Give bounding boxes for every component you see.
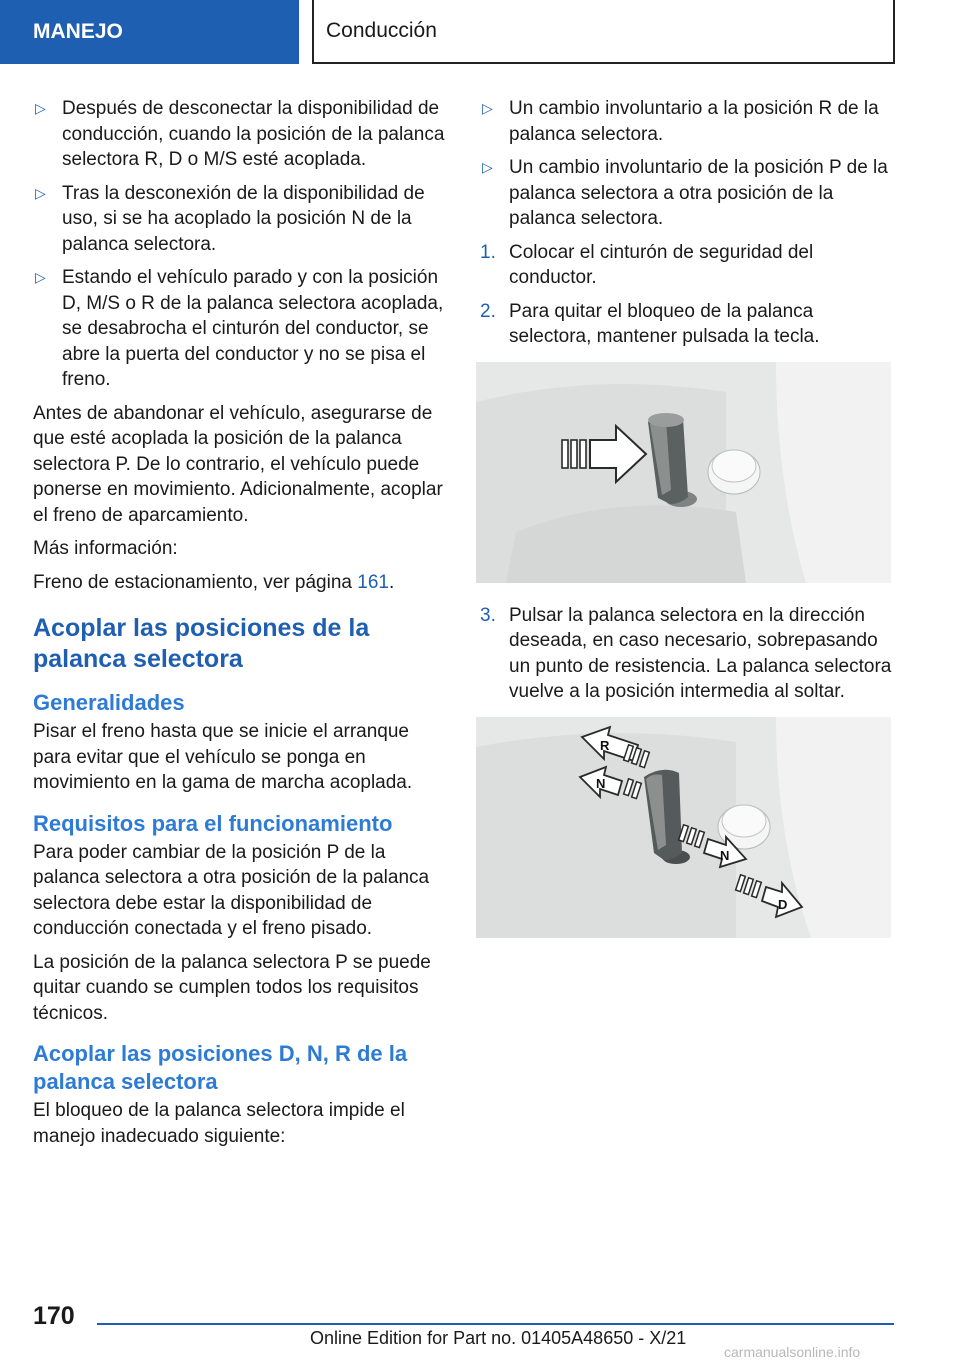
more-info-label: Más información:: [33, 538, 178, 559]
step-item: 1. Colocar el cinturón de seguridad del conductor.: [480, 241, 814, 288]
watermark: carmanualsonline.info: [724, 1344, 861, 1360]
footer-divider: [97, 1323, 894, 1325]
section-tab: MANEJO: [0, 0, 299, 64]
step-item: 3. Pulsar la palanca selectora en la dirección deseada, en caso necesario, sobrepasando un punto de resistencia. La palanca selectora vuelve a la posición intermedia al soltar.: [480, 604, 892, 702]
cross-reference: Freno de estacionamiento, ver página 161.: [33, 571, 395, 593]
label-n-down: N: [720, 847, 730, 863]
paragraph-dnr: El bloqueo de la palanca selectora impide el manejo inadecuado siguiente:: [33, 1100, 405, 1147]
paragraph-requirements-1: Para poder cambiar de la posición P de la palanca selectora a otra posición de la palanca selectora debe estar la disponibilidad de conducción conectada y el freno pisado.: [33, 841, 430, 939]
list-item: ▷ Estando el vehículo parado y con la posición D, M/S o R de la palanca selectora acoplada, se desabrocha el cinturón del conductor, se abre la puerta del conductor y no se pisa el freno.: [35, 267, 444, 390]
triangle-bullet-icon: ▷: [35, 269, 46, 285]
triangle-bullet-icon: ▷: [35, 184, 46, 201]
triangle-bullet-icon: ▷: [482, 159, 493, 175]
label-d: D: [778, 896, 788, 912]
label-r: R: [600, 737, 610, 753]
page-number: 170: [33, 1302, 75, 1330]
page-link[interactable]: 161: [357, 571, 389, 593]
gear-selector-unlock-figure: [476, 362, 891, 583]
heading-general: Generalidades: [33, 690, 185, 715]
right-column: [480, 96, 895, 958]
heading-requirements: Requisitos para el funcionamiento: [33, 810, 393, 836]
list-item: ▷ Un cambio involuntario a la posición R de la palanca selectora.: [482, 98, 879, 145]
heading-engage-positions: Acoplar las posiciones de la palanca selectora: [33, 614, 370, 673]
label-n-up: N: [596, 775, 606, 791]
gear-selector-directions-figure: [476, 717, 891, 938]
left-column: [33, 96, 448, 1157]
triangle-bullet-icon: ▷: [35, 100, 46, 116]
paragraph-before-leaving: Antes de abandonar el vehículo, asegurarse de que esté acoplada la posición de la palanca selectora P. De lo contrario, el vehículo puede ponerse en movimiento. Adicionalmente, acoplar el freno de aparcamiento.: [33, 402, 443, 526]
chapter-title: Conducción: [312, 0, 895, 64]
list-item: ▷ Un cambio involuntario de la posición P de la palanca selectora a otra posición de la palanca selectora.: [482, 157, 888, 229]
list-item: ▷ Después de desconectar la disponibilidad de conducción, cuando la posición de la palanca selectora R, D o M/S esté acoplada.: [35, 98, 445, 170]
footer-edition: Online Edition for Part no. 01405A48650 - X/21: [310, 1328, 687, 1348]
heading-engage-dnr: Acoplar las posiciones D, N, R de la palanca selectora: [33, 1041, 408, 1094]
paragraph-general: Pisar el freno hasta que se inicie el arranque para evitar que el vehículo se ponga en movimiento en la gama de marcha acoplada.: [33, 721, 413, 793]
list-item: ▷ Tras la desconexión de la disponibilidad de uso, si se ha acoplado la posición N de la palanca selectora.: [35, 182, 425, 255]
triangle-bullet-icon: ▷: [482, 100, 493, 116]
step-item: 2. Para quitar el bloqueo de la palanca selectora, mantener pulsada la tecla.: [480, 300, 820, 347]
paragraph-requirements-2: La posición de la palanca selectora P se puede quitar cuando se cumplen todos los requisitos técnicos.: [33, 951, 431, 1024]
